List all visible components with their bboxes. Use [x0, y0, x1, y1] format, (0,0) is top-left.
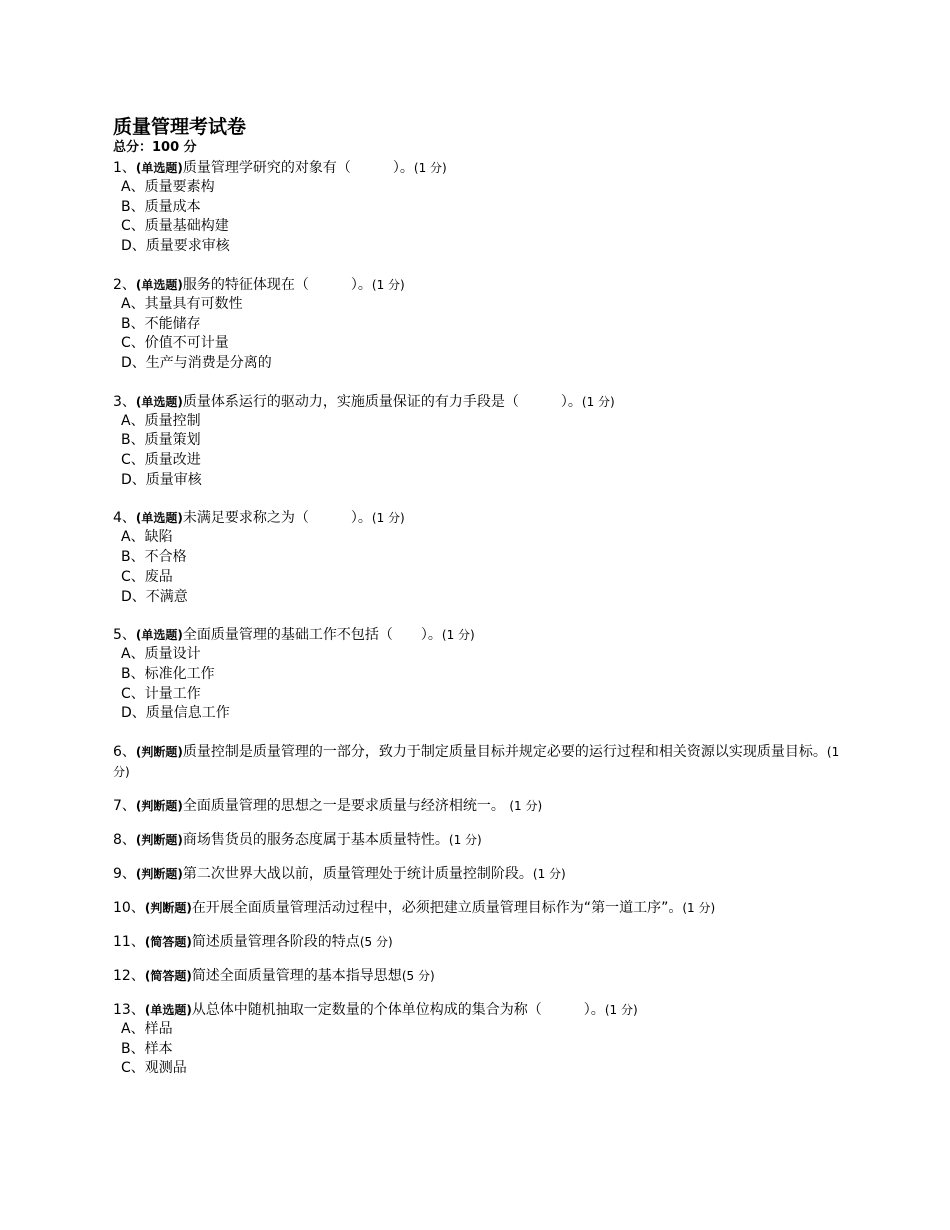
option-item: B、样本 — [121, 1040, 173, 1057]
question-stem — [113, 625, 853, 645]
question-score: (5 分) — [401, 969, 435, 984]
question-type: (判断题) — [135, 833, 183, 848]
question-9 — [113, 864, 853, 884]
question-10 — [113, 898, 853, 918]
question-4 — [113, 508, 853, 607]
question-number: 8、 — [113, 832, 136, 849]
question-stem — [113, 392, 853, 412]
question-number: 9、 — [113, 866, 136, 883]
option-item: A、质量要素构 — [121, 179, 215, 195]
option-item: A、缺陷 — [121, 529, 173, 546]
question-score: (1 分) — [113, 745, 840, 780]
question-score: (1 分) — [413, 161, 447, 175]
question-score: (1 分) — [604, 1003, 638, 1018]
question-number: 1、 — [113, 160, 136, 176]
question-text: 从总体中随机抽取一定数量的个体单位构成的集合为称（ ）。 — [191, 1002, 605, 1019]
question-text: 第二次世界大战以前，质量管理处于统计质量控制阶段。 — [182, 866, 533, 883]
question-score: (1 分) — [532, 867, 566, 882]
question-text: 质量体系运行的驱动力，实施质量保证的有力手段是（ ）。 — [182, 393, 582, 410]
option-item: C、质量改进 — [121, 452, 201, 469]
option-item: A、质量设计 — [121, 646, 201, 663]
question-number: 13、 — [113, 1002, 145, 1019]
question-type: (单选题) — [135, 161, 183, 175]
question-type: (判断题) — [135, 867, 183, 882]
option-item: B、不能储存 — [121, 315, 201, 332]
question-5 — [113, 625, 853, 724]
option-item: D、质量要求审核 — [121, 238, 230, 255]
option-list — [113, 178, 853, 257]
question-number: 11、 — [113, 934, 145, 951]
option-item: D、质量审核 — [121, 471, 202, 488]
question-number: 6、 — [113, 744, 136, 761]
option-item: D、不满意 — [121, 588, 188, 605]
question-text: 质量管理学研究的对象有（ ）。 — [182, 160, 414, 176]
question-number: 2、 — [113, 276, 136, 293]
question-text: 简述全面质量管理的基本指导思想 — [191, 968, 402, 985]
question-type: (简答题) — [144, 935, 192, 950]
question-type: (判断题) — [135, 745, 183, 760]
option-item: D、质量信息工作 — [121, 705, 230, 722]
question-stem — [113, 275, 853, 295]
question-text: 全面质量管理的基础工作不包括（ ）。 — [182, 627, 442, 644]
question-stem — [113, 864, 853, 884]
option-item: A、其量具有可数性 — [121, 295, 243, 312]
question-score: (1 分) — [682, 901, 716, 916]
question-stem — [113, 898, 853, 918]
question-score: (5 分) — [359, 935, 393, 950]
question-score: (1 分) — [448, 833, 482, 848]
question-1 — [113, 158, 853, 257]
question-text: 质量控制是质量管理的一部分，致力于制定质量目标并规定必要的运行过程和相关资源以实现质量目标。 — [182, 744, 827, 761]
option-item: B、不合格 — [121, 549, 187, 566]
exam-page — [113, 114, 853, 1097]
question-text: 服务的特征体现在（ ）。 — [182, 276, 372, 293]
question-text: 全面质量管理的思想之一是要求质量与经济相统一。 — [182, 798, 510, 815]
question-stem — [113, 158, 853, 178]
exam-title: 质量管理考试卷 — [113, 116, 247, 138]
option-list — [113, 412, 853, 491]
question-7 — [113, 796, 853, 816]
question-score: (1 分) — [581, 394, 615, 409]
question-6 — [113, 742, 853, 782]
question-3 — [113, 392, 853, 491]
question-type: (单选题) — [144, 1003, 192, 1018]
option-item: A、样品 — [121, 1021, 173, 1038]
question-type: (单选题) — [135, 277, 183, 292]
option-item: C、废品 — [121, 568, 173, 585]
question-number: 10、 — [113, 900, 145, 917]
question-stem — [113, 796, 853, 816]
question-number: 7、 — [113, 798, 136, 815]
question-stem — [113, 1000, 853, 1020]
question-11 — [113, 932, 853, 952]
question-type: (判断题) — [135, 799, 183, 814]
option-item: B、质量成本 — [121, 198, 201, 215]
question-score: (1 分) — [441, 628, 475, 643]
question-type: (判断题) — [144, 901, 192, 916]
question-2 — [113, 275, 853, 374]
question-text: 商场售货员的服务态度属于基本质量特性。 — [182, 832, 449, 849]
question-stem — [113, 966, 853, 986]
question-12 — [113, 966, 853, 986]
question-number: 5、 — [113, 627, 136, 644]
question-type: (单选题) — [135, 394, 183, 409]
option-item: C、观测品 — [121, 1060, 187, 1077]
option-list — [113, 1020, 853, 1079]
question-number: 4、 — [113, 510, 136, 527]
option-list — [113, 295, 853, 374]
question-text: 简述质量管理各阶段的特点 — [191, 934, 360, 951]
question-score: (1 分) — [371, 511, 405, 526]
question-13 — [113, 1000, 853, 1079]
option-item: A、质量控制 — [121, 412, 201, 429]
question-stem — [113, 742, 853, 782]
question-number: 12、 — [113, 968, 145, 985]
question-type: (单选题) — [135, 511, 183, 526]
option-list — [113, 528, 853, 607]
question-score: (1 分) — [371, 277, 405, 292]
option-list — [113, 645, 853, 724]
question-text: 未满足要求称之为（ ）。 — [182, 510, 372, 527]
question-list — [113, 158, 853, 1079]
question-type: (单选题) — [135, 628, 183, 643]
question-stem — [113, 830, 853, 850]
option-item: B、标准化工作 — [121, 665, 215, 682]
question-text: 在开展全面质量管理活动过程中，必须把建立质量管理目标作为“第一道工序”。 — [191, 900, 683, 917]
question-stem — [113, 508, 853, 528]
option-item: C、质量基础构建 — [121, 218, 229, 235]
option-item: C、计量工作 — [121, 685, 201, 702]
total-score: 总分：100 分 — [113, 140, 197, 155]
question-stem — [113, 932, 853, 952]
question-type: (简答题) — [144, 969, 192, 984]
question-number: 3、 — [113, 393, 136, 410]
question-8 — [113, 830, 853, 850]
option-item: C、价值不可计量 — [121, 335, 229, 352]
option-item: B、质量策划 — [121, 432, 201, 449]
question-score: (1 分) — [509, 799, 543, 814]
option-item: D、生产与消费是分离的 — [121, 354, 272, 371]
